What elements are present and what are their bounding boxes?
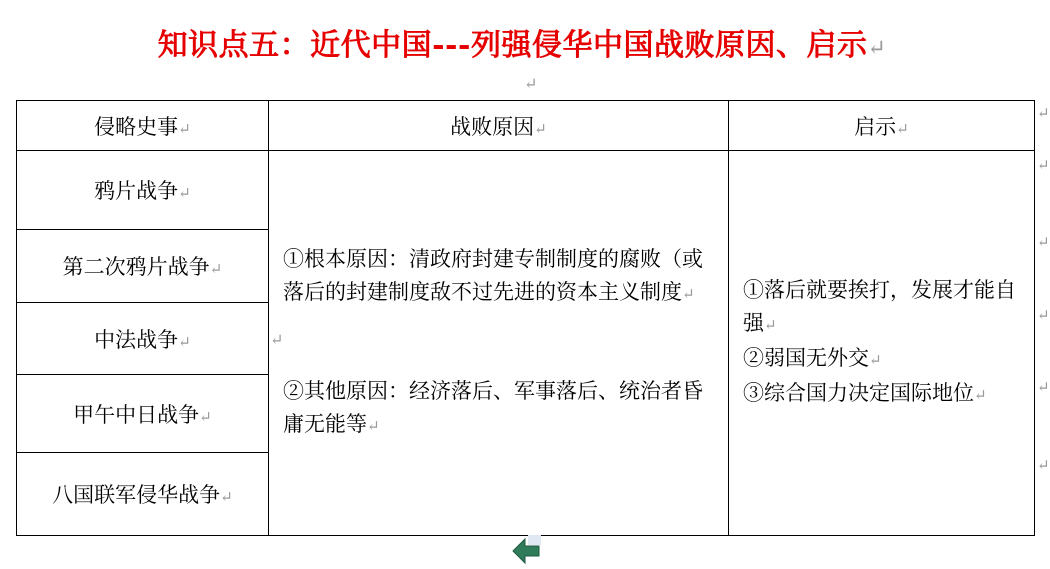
knowledge-table bbox=[16, 100, 1035, 536]
reasons-cell bbox=[269, 151, 729, 536]
page-title-text: 知识点五：近代中国---列强侵华中国战败原因、启示 bbox=[157, 28, 868, 63]
row-end-mark-icon: ↵ bbox=[1037, 456, 1050, 474]
lesson-item: ③综合国力决定国际地位↵ bbox=[743, 381, 987, 405]
header-cell-events: 侵略史事↵ bbox=[17, 101, 269, 151]
back-arrow-icon[interactable] bbox=[511, 535, 543, 567]
paragraph-mark-icon: ↵ bbox=[896, 119, 909, 138]
event-cell: 八国联军侵华战争↵ bbox=[17, 453, 269, 536]
event-cell: 第二次鸦片战争↵ bbox=[17, 230, 269, 303]
page-title bbox=[0, 20, 1044, 64]
row-end-mark-icon: ↵ bbox=[1037, 104, 1050, 122]
paragraph-mark-icon: ↵ bbox=[178, 184, 191, 202]
paragraph-mark-icon: ↵ bbox=[199, 407, 212, 426]
paragraph-mark-icon: ↵ bbox=[524, 74, 538, 93]
header-cell-reasons: 战败原因↵ bbox=[269, 101, 729, 151]
paragraph-mark-icon: ↵ bbox=[867, 36, 887, 61]
paragraph-mark-icon: ↵ bbox=[534, 119, 547, 138]
row-end-mark-icon: ↵ bbox=[1037, 233, 1050, 251]
lessons-cell bbox=[729, 151, 1035, 536]
root-reason-text: ①根本原因：清政府封建专制制度的腐败（或落后的封建制度敌不过先进的资本主义制度↵ bbox=[283, 247, 703, 304]
other-reason-text: ②其他原因：经济落后、军事落后、统治者昏庸无能等↵ bbox=[283, 379, 703, 436]
event-cell: 中法战争↵ bbox=[17, 303, 269, 375]
table-header-row bbox=[17, 101, 1035, 151]
paragraph-mark-icon: ↵ bbox=[270, 330, 284, 349]
paragraph-mark-icon: ↵ bbox=[869, 351, 882, 369]
lesson-item: ①落后就要挨打，发展才能自强↵ bbox=[743, 278, 1016, 335]
paragraph-mark-icon: ↵ bbox=[367, 417, 380, 435]
paragraph-mark-icon: ↵ bbox=[209, 260, 223, 278]
lesson-item: ②弱国无外交↵ bbox=[743, 346, 882, 370]
table-row bbox=[17, 151, 1035, 230]
row-end-mark-icon: ↵ bbox=[1037, 156, 1050, 174]
row-end-mark-icon: ↵ bbox=[1037, 306, 1050, 324]
paragraph-mark-icon: ↵ bbox=[178, 332, 191, 351]
row-end-mark-icon: ↵ bbox=[1037, 378, 1050, 396]
header-cell-lessons: 启示↵ bbox=[729, 101, 1035, 151]
paragraph-mark-icon: ↵ bbox=[974, 386, 987, 404]
paragraph-mark-icon: ↵ bbox=[178, 119, 191, 138]
paragraph-mark-icon: ↵ bbox=[220, 488, 233, 506]
paragraph-mark-icon: ↵ bbox=[764, 316, 777, 334]
event-cell: 甲午中日战争↵ bbox=[17, 375, 269, 453]
paragraph-mark-icon: ↵ bbox=[682, 285, 695, 303]
event-cell: 鸦片战争↵ bbox=[17, 151, 269, 230]
